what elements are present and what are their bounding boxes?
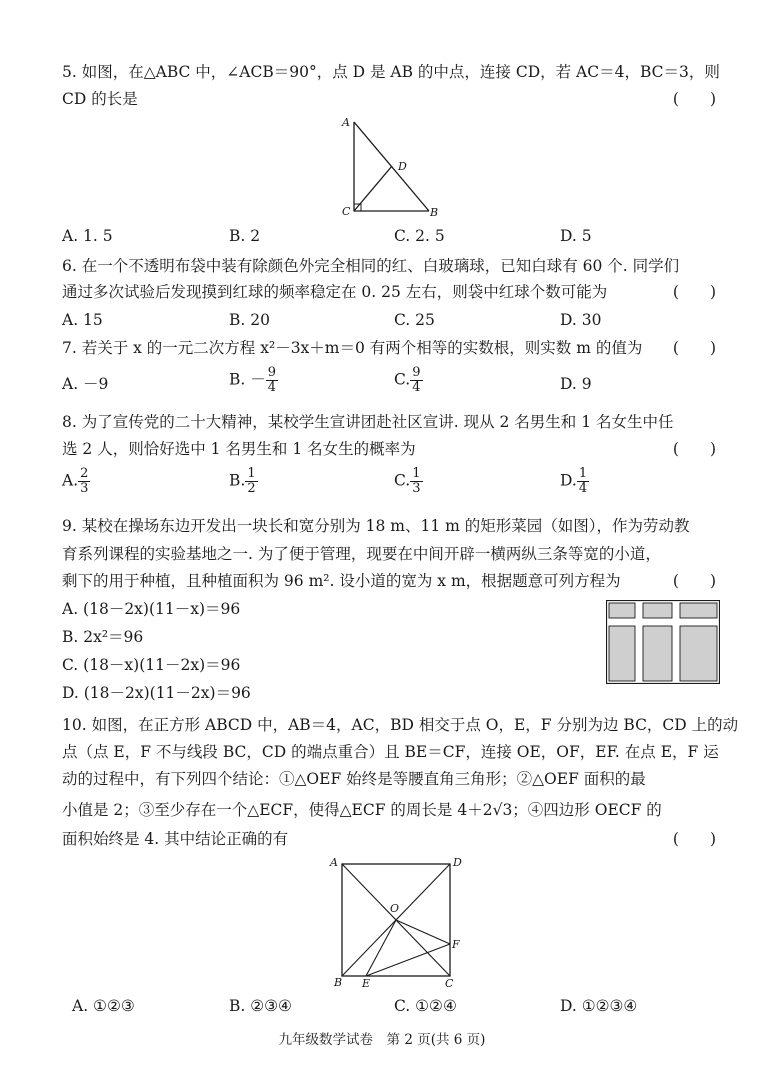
q7-option-a: A. －9 [62,375,109,393]
q8-option-a-num: 2 [80,466,89,481]
q8-line1: 8. 为了宣传党的二十大精神，某校学生宣讲团赴社区宣讲. 现从 2 名男生和 1 名女生中任 [62,413,674,431]
q10-line1: 10. 如图，在正方形 ABCD 中，AB＝4，AC，BD 相交于点 O，E，F 分别为边 BC，CD 上的动 [62,716,739,734]
q6-option-c: C. 25 [394,311,435,329]
q5-option-d: D. 5 [560,227,592,245]
q7-option-b-num: 9 [267,365,277,380]
q7-option-c-num: 9 [412,365,421,380]
q8-answer-paren: ( ) [672,440,716,458]
q9-option-d: D. (18－2x)(11－2x)＝96 [62,684,251,702]
q9-line2: 育系列课程的实验基地之一. 为了便于管理，现要在中间开辟一横两纵三条等宽的小道， [62,545,661,563]
q5-option-b: B. 2 [229,227,261,245]
q8-option-b-den: 2 [247,481,256,496]
q8-option-a-den: 3 [80,481,89,496]
q8-option-d [560,467,589,496]
q5-triangle-figure [336,112,446,220]
q6-answer-paren: ( ) [672,283,716,301]
q9-line3: 剩下的用于种植，且种植面积为 96 m². 设小道的宽为 x m，根据题意可列方程为 [62,572,621,590]
q6-option-d: D. 30 [560,311,602,329]
q10-line2: 点（点 E，F 不与线段 BC，CD 的端点重合）且 BE＝CF，连接 OE，OF，EF. 在点 E，F 运 [62,743,719,761]
q6-option-a: A. 15 [62,311,103,329]
q10-label-a: A [330,856,338,869]
q8-option-b [229,467,258,496]
q7-option-c-prefix: C. [394,370,411,389]
q5-line1: 5. 如图，在△ABC 中，∠ACB＝90°，点 D 是 AB 的中点，连接 CD，若 AC＝4，BC＝3，则 [62,63,720,81]
q9-answer-paren: ( ) [672,572,716,590]
q8-option-a [62,467,90,496]
q7-answer-paren: ( ) [672,339,716,357]
q7-option-b [229,366,278,395]
q8-option-d-den: 4 [578,481,588,496]
q10-label-d: D [453,856,462,869]
q5-label-d: D [398,160,407,173]
q10-line5: 面积始终是 4. 其中结论正确的有 [62,830,289,848]
q8-option-d-num: 1 [578,466,588,481]
q6-line2: 通过多次试验后发现摸到红球的频率稳定在 0. 25 左右，则袋中红球个数可能为 [62,283,608,301]
q9-line1: 9. 某校在操场东边开发出一块长和宽分别为 18 m、11 m 的矩形菜园（如图），作为劳动教 [62,517,690,535]
q10-option-a: A. ①②③ [72,997,135,1015]
q8-option-b-num: 1 [247,466,256,481]
q7-option-d: D. 9 [560,375,592,393]
q7-option-b-fraction [266,366,278,395]
q5-line2: CD 的长是 [62,90,138,108]
q8-option-d-fraction [577,467,589,496]
q6-option-b: B. 20 [229,311,270,329]
q7-option-b-den: 4 [267,380,277,395]
q5-label-c: C [342,205,351,218]
q7-option-c-den: 4 [412,380,421,395]
q8-option-b-prefix: B. [229,471,246,490]
q8-option-c-den: 3 [412,481,421,496]
q10-line3: 动的过程中，有下列四个结论：①△OEF 始终是等腰直角三角形；②△OEF 面积的最 [62,770,646,788]
q5-option-a: A. 1. 5 [62,227,113,245]
q10-label-f: F [452,938,460,951]
q8-option-d-prefix: D. [560,471,577,490]
q8-option-c [394,467,423,496]
q8-option-c-fraction [410,467,422,496]
q9-garden-figure [606,600,720,684]
q10-label-e: E [362,977,371,990]
q8-option-c-prefix: C. [394,471,411,490]
q7-line1: 7. 若关于 x 的一元二次方程 x²－3x＋m＝0 有两个相等的实数根，则实数 m 的值为 [62,339,643,357]
q8-option-a-fraction [78,467,90,496]
q9-option-c: C. (18－x)(11－2x)＝96 [62,656,241,674]
page-footer: 九年级数学试卷 第 2 页(共 6 页) [278,1032,486,1048]
q10-label-c: C [445,977,454,990]
q8-option-c-num: 1 [412,466,421,481]
q10-option-d: D. ①②③④ [560,997,638,1015]
q8-option-a-prefix: A. [62,471,79,490]
q5-answer-paren: ( ) [672,90,716,108]
q9-option-a: A. (18－2x)(11－x)＝96 [62,600,241,618]
q8-option-b-fraction [245,467,257,496]
q9-option-b: B. 2x²＝96 [62,628,144,646]
q10-label-o: O [390,902,400,915]
q8-line2: 选 2 人，则恰好选中 1 名男生和 1 名女生的概率为 [62,440,416,458]
q5-option-c: C. 2. 5 [394,227,445,245]
q10-square-figure [328,854,466,990]
q10-answer-paren: ( ) [672,830,716,848]
q10-line4: 小值是 2；③至少存在一个△ECF，使得△ECF 的周长是 4＋2√3；④四边形 OECF 的 [62,801,662,819]
q5-label-b: B [430,206,439,219]
q7-option-b-prefix: B. － [229,370,266,389]
q7-option-c-fraction [410,366,422,395]
q10-label-b: B [334,976,343,989]
q7-option-c [394,366,423,395]
q6-line1: 6. 在一个不透明布袋中装有除颜色外完全相同的红、白玻璃球，已知白球有 60 个. 同学们 [62,257,680,275]
q10-option-c: C. ①②④ [394,997,457,1015]
q5-label-a: A [342,116,350,129]
q10-option-b: B. ②③④ [229,997,292,1015]
